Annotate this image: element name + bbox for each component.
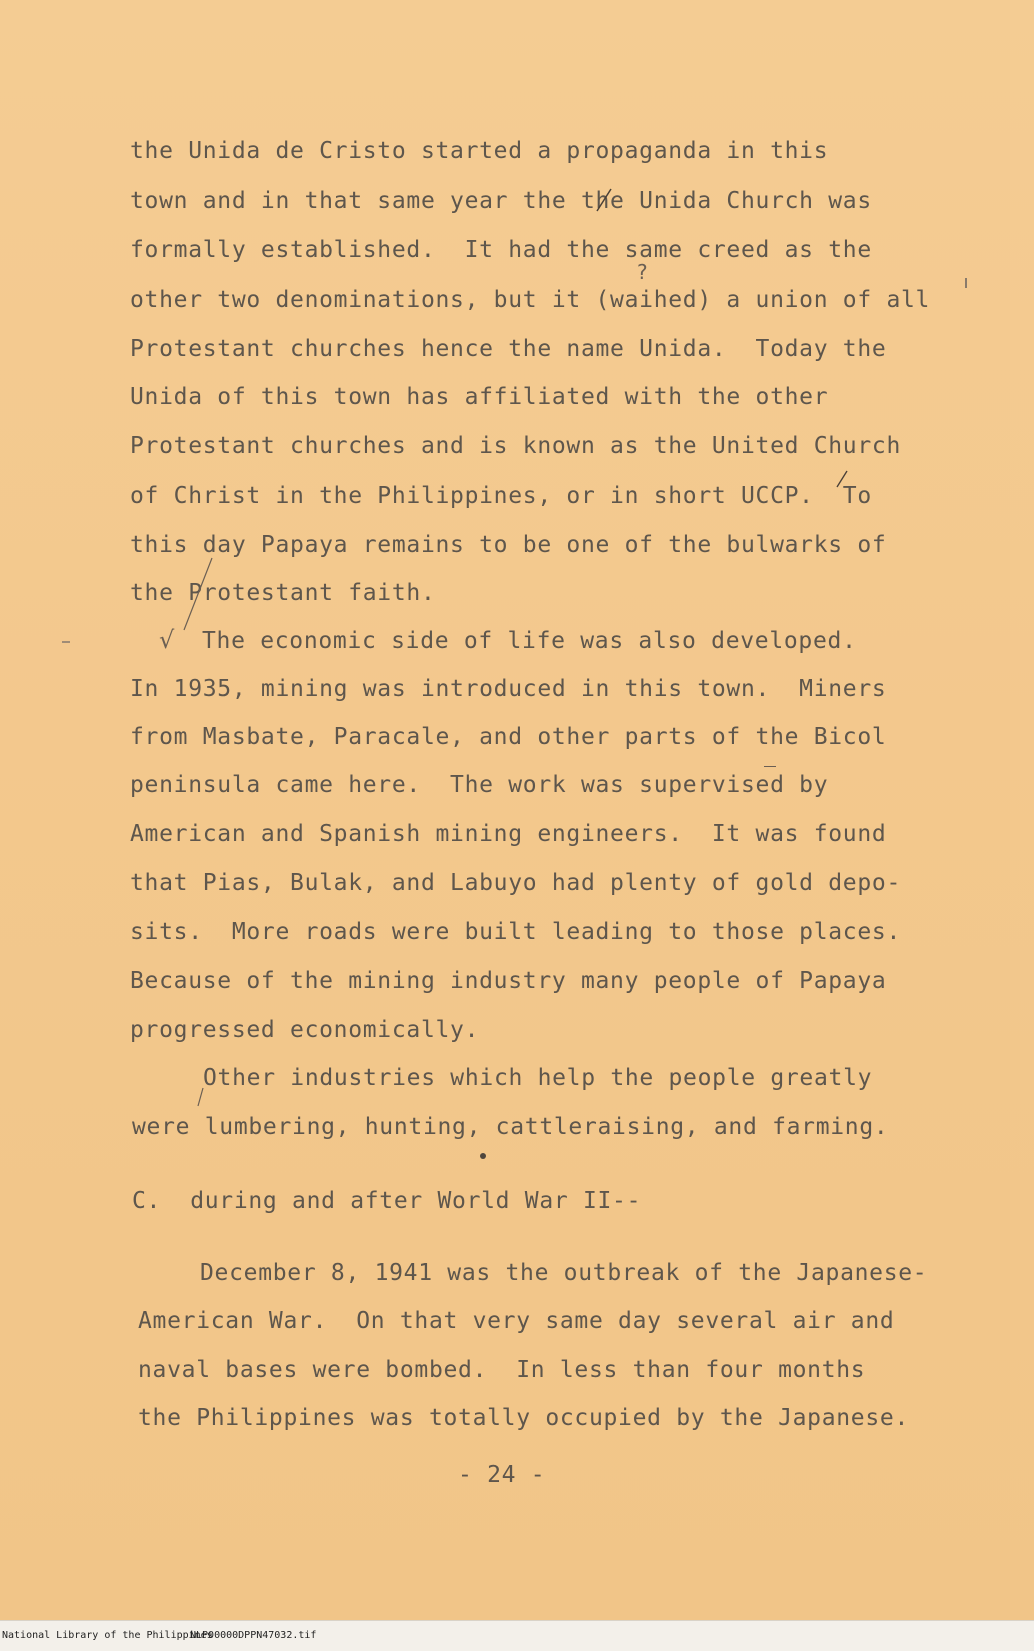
text-line: In 1935, mining was introduced in this town. Miners: [130, 676, 887, 702]
text-line: formally established. It had the same creed as the: [130, 237, 872, 263]
pencil-stroke-mark: [178, 554, 218, 634]
bullet-dot: [480, 1153, 486, 1159]
text-line: this day Papaya remains to be one of the bulwarks of: [130, 532, 887, 558]
margin-dash: [62, 641, 70, 643]
text-line: that Pias, Bulak, and Labuyo had plenty of gold depo-: [130, 870, 901, 896]
underline-mark: [764, 766, 776, 767]
text-line: The economic side of life was also developed.: [202, 628, 857, 654]
text-line: town and in that same year the the Unida Church was: [130, 188, 872, 214]
footer-file-id: NLP00000DPPN47032.tif: [190, 1630, 317, 1641]
text-line: December 8, 1941 was the outbreak of the Japanese-: [200, 1260, 928, 1286]
indent-tick-mark: [194, 1086, 206, 1110]
text-line: American and Spanish mining engineers. It was found: [130, 821, 887, 847]
text-line: were lumbering, hunting, cattleraising, and farming.: [132, 1114, 889, 1140]
text-line: naval bases were bombed. In less than four months: [138, 1357, 866, 1383]
text-line: Protestant churches hence the name Unida. Today the: [130, 336, 887, 362]
text-line: Other industries which help the people greatly: [203, 1065, 873, 1091]
paragraph-check-mark: √: [159, 626, 175, 654]
text-line: other two denominations, but it (waihed) a union of all: [130, 287, 931, 313]
margin-tick: [965, 278, 967, 288]
text-line: the Philippines was totally occupied by the Japanese.: [138, 1405, 909, 1431]
question-mark-annotation: ?: [637, 260, 648, 284]
page-number: - 24 -: [458, 1462, 546, 1488]
scan-footer: [0, 1620, 1034, 1651]
section-heading: C. during and after World War II--: [132, 1188, 642, 1214]
text-line: of Christ in the Philippines, or in short UCCP. To: [130, 483, 872, 509]
text-line: progressed economically.: [130, 1017, 480, 1043]
text-line: the Protestant faith.: [130, 580, 436, 606]
text-line: the Unida de Cristo started a propaganda in this: [130, 138, 829, 164]
strikethrough-mark: [593, 185, 617, 215]
text-line: peninsula came here. The work was supervised by: [130, 772, 829, 798]
footer-library-label: National Library of the Philippines: [2, 1630, 213, 1641]
text-line: Protestant churches and is known as the United Church: [130, 433, 901, 459]
text-line: American War. On that very same day several air and: [138, 1308, 895, 1334]
pencil-slash-mark: [833, 467, 853, 491]
text-line: sits. More roads were built leading to those places.: [130, 919, 901, 945]
text-line: Unida of this town has affiliated with the other: [130, 384, 829, 410]
text-line: from Masbate, Paracale, and other parts of the Bicol: [130, 724, 887, 750]
text-line: Because of the mining industry many people of Papaya: [130, 968, 887, 994]
